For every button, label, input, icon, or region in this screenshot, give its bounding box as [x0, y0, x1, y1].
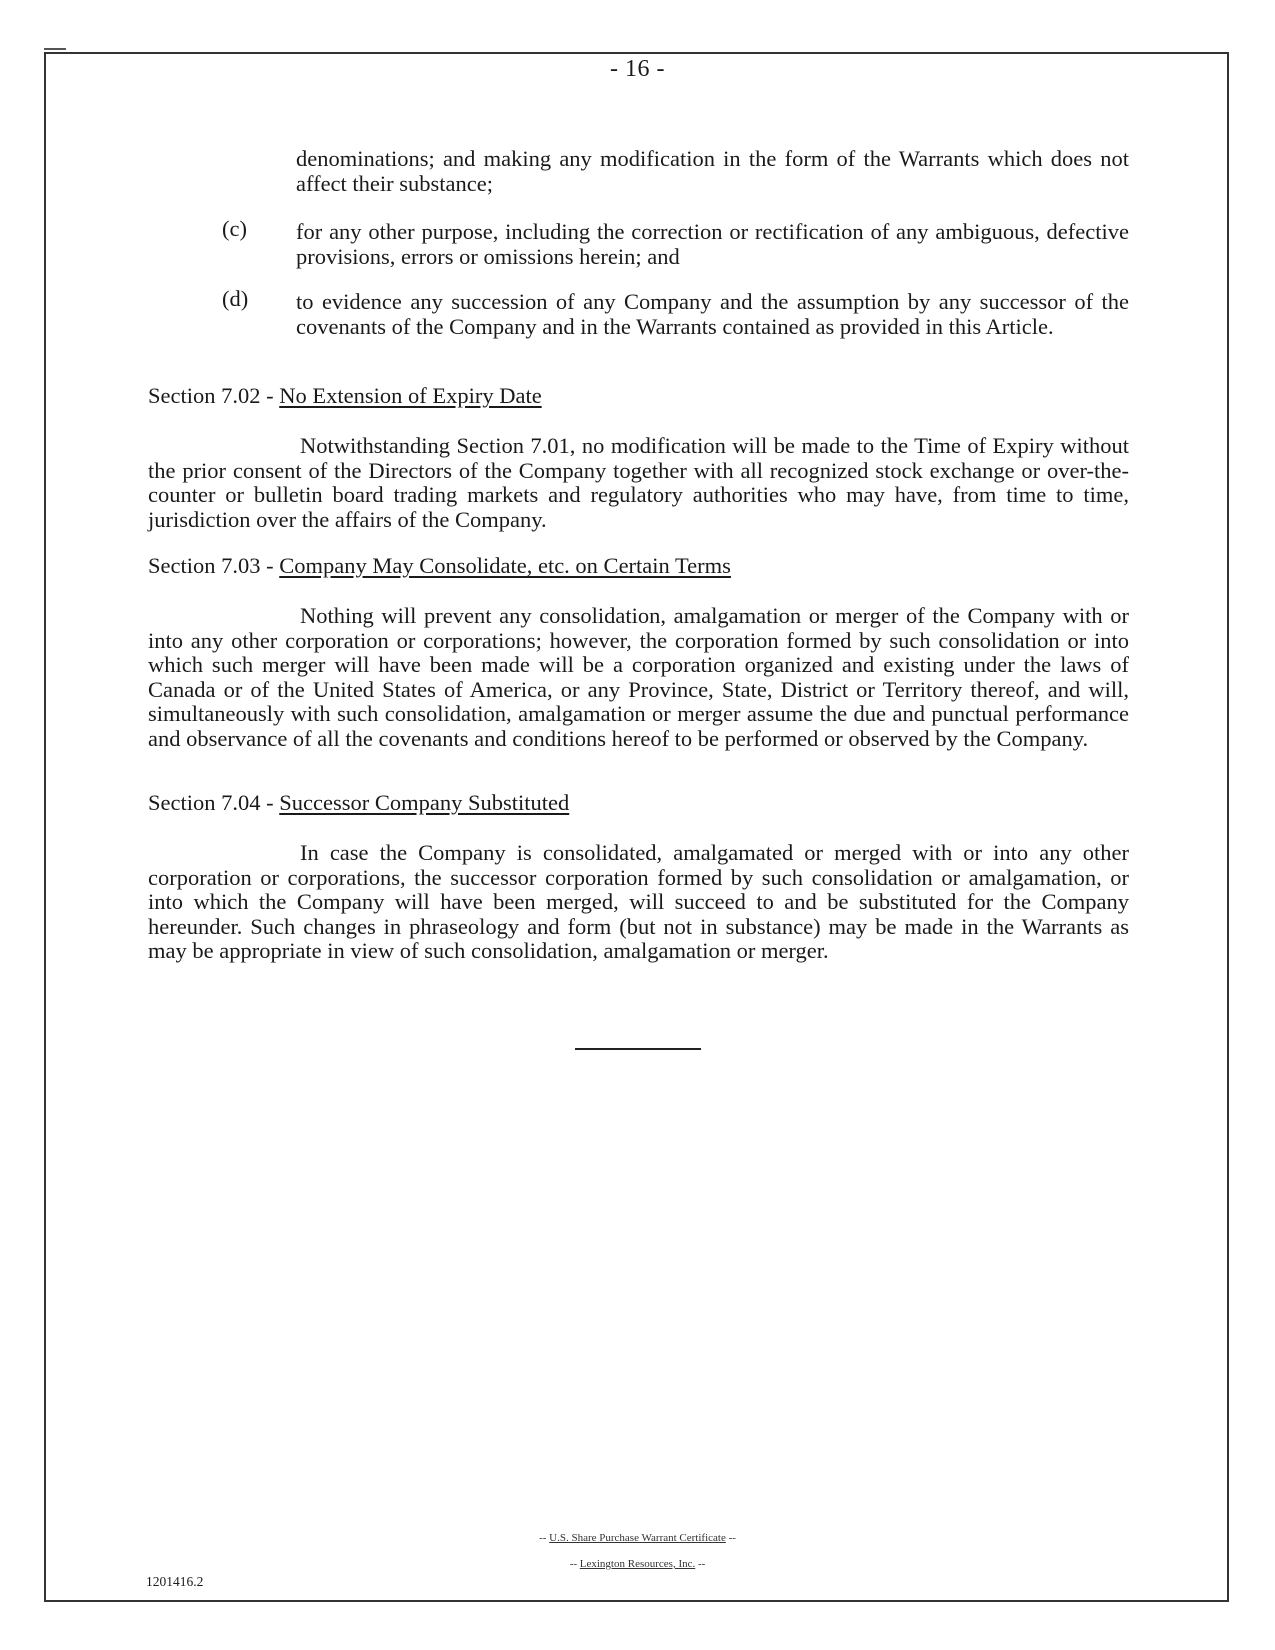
- end-separator-rule: [575, 1048, 701, 1050]
- footer-dash: --: [569, 1558, 578, 1570]
- section-heading-7-04: [148, 790, 569, 816]
- corner-mark: [44, 48, 66, 50]
- section-heading-7-03: [148, 553, 731, 579]
- footer-dash: --: [728, 1532, 736, 1544]
- item-label-d: (d): [222, 286, 249, 311]
- item-text-c: for any other purpose, including the correction or rectification of any ambiguous, defective provisions, errors or omissions herein; and: [296, 219, 1129, 269]
- footer-company-line: [0, 1558, 1275, 1570]
- footer-dash: --: [697, 1558, 706, 1570]
- page-number: - 16 -: [610, 56, 665, 82]
- footer-dash: --: [539, 1532, 547, 1544]
- item-label-c: (c): [222, 216, 247, 241]
- item-text-d: to evidence any succession of any Company and the assumption by any successor of the covenants of the Company and in the Warrants contained as provided in this Article.: [296, 289, 1129, 339]
- section-body-7-04: In case the Company is consolidated, amalgamated or merged with or into any other corporation or corporations, the successor corporation formed by such consolidation or amalgamation, or into which the Company will have been merged, will succeed to and be substituted for the Company hereunder. Such changes in phraseology and form (but not in substance) may be made in the Warrants as may be appropriate in view of such consolidation, amalgamation or merger.: [148, 840, 1129, 963]
- footer-company-name: Lexington Resources, Inc.: [579, 1558, 696, 1570]
- section-title: Successor Company Substituted: [279, 790, 570, 815]
- continuation-text: denominations; and making any modification in the form of the Warrants which does not affect their substance;: [296, 146, 1129, 196]
- section-title: No Extension of Expiry Date: [279, 383, 542, 408]
- document-id: 1201416.2: [146, 1574, 204, 1589]
- page-border: [44, 52, 1229, 1602]
- footer-certificate-line: [0, 1532, 1275, 1544]
- section-title: Company May Consolidate, etc. on Certain Terms: [279, 553, 731, 578]
- section-heading-7-02: [148, 383, 542, 409]
- section-body-7-03: Nothing will prevent any consolidation, amalgamation or merger of the Company with or into any other corporation or corporations; however, the corporation formed by such consolidation or into which such merger will have been made will be a corporation organized and existing under the laws of Canada or of the United States of America, or any Province, State, District or Territory thereof, and will, simultaneously with such consolidation, amalgamation or merger assume the due and punctual performance and observance of all the covenants and conditions hereof to be performed or observed by the Company.: [148, 603, 1129, 751]
- section-prefix: Section 7.03 -: [148, 553, 280, 578]
- footer-certificate-title: U.S. Share Purchase Warrant Certificate: [549, 1532, 726, 1544]
- section-prefix: Section 7.02 -: [148, 383, 280, 408]
- section-body-7-02: Notwithstanding Section 7.01, no modification will be made to the Time of Expiry without the prior consent of the Directors of the Company together with all recognized stock exchange or over-the-counter or bulletin board trading markets and regulatory authorities who may have, from time to time, jurisdiction over the affairs of the Company.: [148, 433, 1129, 532]
- section-prefix: Section 7.04 -: [148, 790, 280, 815]
